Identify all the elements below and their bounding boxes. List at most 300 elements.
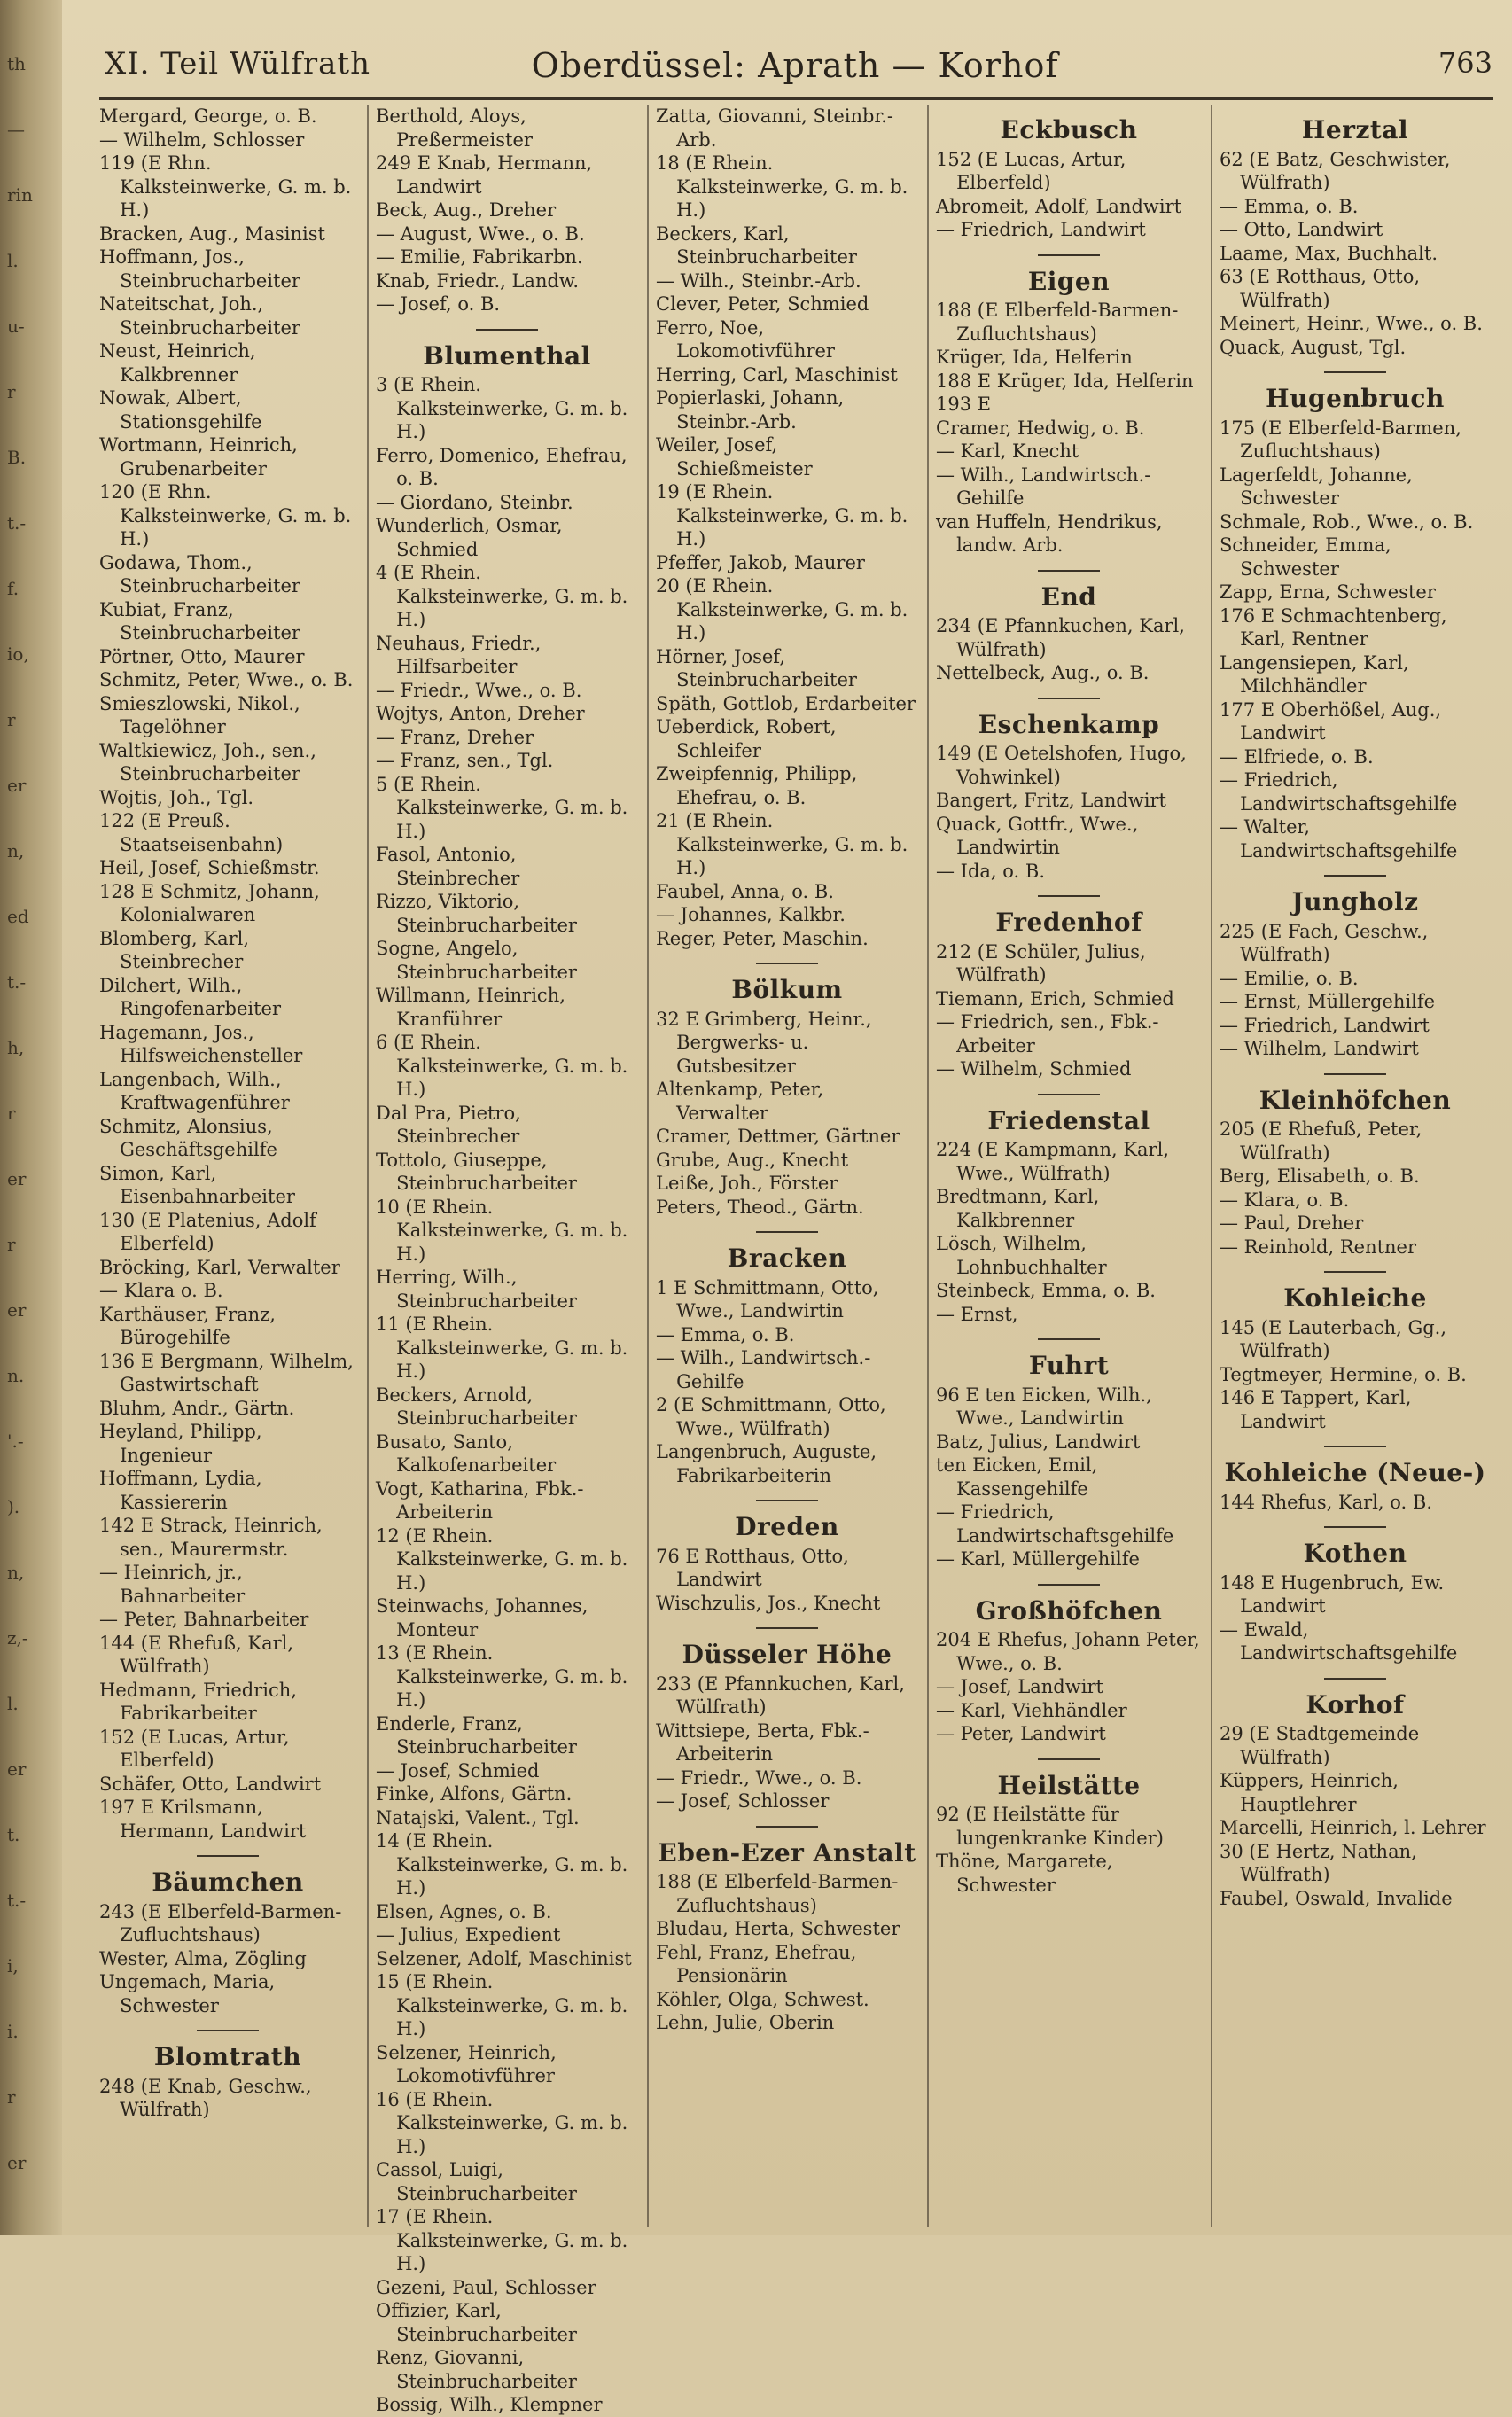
resident-entry: 1 E Schmittmann, Otto, Wwe., Landwirtin	[656, 1276, 879, 1322]
resident-entry: 146 E Tappert, Karl, Landwirt	[1220, 1387, 1412, 1432]
resident-entry: 30 (E Hertz, Nathan, Wülfrath)	[1220, 1840, 1417, 1885]
gutter-fragment: l.	[7, 250, 19, 271]
gutter-fragment: t.-	[7, 971, 27, 993]
section-separator	[756, 1231, 818, 1233]
locality-heading: Dreden	[735, 1512, 839, 1541]
resident-entry: 17 (E Rhein. Kalksteinwerke, G. m. b. H.)	[376, 2206, 628, 2274]
resident-entry: — Karl, Müllergehilfe	[936, 1548, 1140, 1570]
page-header	[97, 46, 1493, 96]
resident-entry: 76 E Rotthaus, Otto, Landwirt	[656, 1545, 849, 1590]
resident-entry: Tiemann, Erich, Schmied	[936, 987, 1174, 1010]
resident-entry: Wester, Alma, Zögling	[99, 1947, 307, 1969]
locality-heading: Eigen	[1027, 266, 1111, 296]
gutter-fragment: rin	[7, 184, 33, 206]
resident-entry: 248 (E Knab, Geschw., Wülfrath)	[99, 2075, 312, 2120]
resident-entry: — Josef, Landwirt	[936, 1676, 1103, 1697]
resident-entry: 15 (E Rhein. Kalksteinwerke, G. m. b. H.)	[376, 1971, 628, 2039]
gutter-fragment: B.	[7, 447, 27, 468]
resident-entry: Späth, Gottlob, Erdarbeiter	[656, 692, 916, 714]
resident-entry: 63 (E Rotthaus, Otto, Wülfrath)	[1220, 266, 1421, 311]
resident-entry: 92 (E Heilstätte für lungenkranke Kinder)	[936, 1804, 1164, 1849]
section-separator	[1324, 371, 1386, 373]
resident-entry: Herring, Wilh., Steinbrucharbeiter	[376, 1267, 577, 1312]
resident-entry: Ungemach, Maria, Schwester	[99, 1971, 276, 2016]
gutter-fragment: er	[7, 1299, 27, 1321]
resident-entry: Marcelli, Heinrich, l. Lehrer	[1220, 1817, 1486, 1838]
resident-entry: Offizier, Karl, Steinbrucharbeiter	[376, 2300, 577, 2345]
resident-entry: 204 E Rhefus, Johann Peter, Wwe., o. B.	[936, 1629, 1200, 1674]
resident-entry: van Huffeln, Hendrikus, landw. Arb.	[936, 511, 1163, 556]
resident-entry: 16 (E Rhein. Kalksteinwerke, G. m. b. H.)	[376, 2088, 628, 2157]
resident-entry: — Friedrich, Landwirt	[936, 219, 1146, 240]
resident-entry: 145 (E Lauterbach, Gg., Wülfrath)	[1220, 1316, 1447, 1361]
resident-entry: Herring, Carl, Maschinist	[656, 363, 898, 386]
resident-entry: Bludau, Herta, Schwester	[656, 1918, 900, 1939]
resident-entry: Köhler, Olga, Schwest.	[656, 1988, 869, 2010]
gutter-fragment: r	[7, 381, 16, 402]
resident-entry: Steinbeck, Emma, o. B.	[936, 1280, 1156, 1301]
gutter-fragment: n,	[7, 1562, 25, 1583]
locality-heading: Fredenhof	[995, 908, 1142, 937]
resident-entry: Natajski, Valent., Tgl.	[376, 1806, 580, 1828]
resident-entry: Popierlaski, Johann, Steinbr.-Arb.	[656, 387, 845, 433]
resident-entry: Renz, Giovanni, Steinbrucharbeiter	[376, 2347, 577, 2392]
resident-entry: Langenbach, Wilh., Kraftwagenführer	[99, 1068, 290, 1113]
resident-entry: Blomberg, Karl, Steinbrecher	[99, 927, 250, 972]
gutter-fragment: r	[7, 1234, 16, 1255]
resident-entry: Steinwachs, Johannes, Monteur	[376, 1595, 588, 1641]
locality-heading: Blomtrath	[153, 2042, 302, 2071]
resident-entry: 188 E Krüger, Ida, Helferin	[936, 370, 1194, 392]
resident-entry: Hoffmann, Jos., Steinbrucharbeiter	[99, 246, 300, 292]
resident-entry: — Paul, Dreher	[1220, 1212, 1364, 1234]
column-divider	[1211, 105, 1212, 2227]
resident-entry: Karthäuser, Franz, Bürogehilfe	[99, 1303, 276, 1348]
resident-entry: Schmitz, Peter, Wwe., o. B.	[99, 669, 354, 690]
locality-heading: Bracken	[727, 1244, 847, 1273]
resident-entry: — Peter, Bahnarbeiter	[99, 1609, 309, 1630]
resident-entry: Clever, Peter, Schmied	[656, 293, 869, 315]
gutter-fragment: z,-	[7, 1627, 28, 1649]
gutter-fragment: '.-	[7, 1431, 24, 1452]
resident-entry: Knab, Friedr., Landw.	[376, 269, 580, 292]
gutter-fragment: i.	[7, 2021, 19, 2042]
resident-entry: Hagemann, Jos., Hilfsweichensteller	[99, 1021, 303, 1066]
resident-entry: 144 Rhefus, Karl, o. B.	[1220, 1491, 1432, 1513]
resident-entry: Langenbruch, Auguste, Fabrikarbeiterin	[656, 1441, 877, 1486]
resident-entry: Ferro, Noe, Lokomotivführer	[656, 316, 835, 362]
resident-entry: Wischzulis, Jos., Knecht	[656, 1592, 881, 1614]
resident-entry: Altenkamp, Peter, Verwalter	[656, 1079, 824, 1124]
locality-heading: Herztal	[1301, 115, 1409, 144]
resident-entry: Bossig, Wilh., Klempner	[376, 2394, 603, 2415]
resident-entry: — August, Wwe., o. B.	[376, 222, 585, 245]
resident-entry: 120 (E Rhn. Kalksteinwerke, G. m. b. H.)	[99, 481, 352, 550]
locality-heading: Heilstätte	[997, 1770, 1141, 1800]
column-divider	[367, 105, 369, 2227]
locality-heading: Blumenthal	[423, 340, 591, 370]
resident-entry: — Klara o. B.	[99, 1280, 223, 1301]
resident-entry: 3 (E Rhein. Kalksteinwerke, G. m. b. H.)	[376, 374, 628, 442]
resident-entry: Cramer, Hedwig, o. B.	[936, 417, 1145, 439]
resident-entry: — Giordano, Steinbr.	[376, 491, 573, 513]
resident-entry: 243 (E Elberfeld-Barmen-Zufluchtshaus)	[99, 1900, 342, 1945]
resident-entry: Reger, Peter, Maschin.	[656, 927, 869, 949]
section-separator	[1324, 1073, 1386, 1075]
resident-entry: 224 (E Kampmann, Karl, Wwe., Wülfrath)	[936, 1139, 1169, 1184]
resident-entry: Godawa, Thom., Steinbrucharbeiter	[99, 551, 300, 596]
resident-entry: Bluhm, Andr., Gärtn.	[99, 1397, 295, 1419]
gutter-fragment: er	[7, 1168, 27, 1189]
resident-entry: Waltkiewicz, Joh., sen., Steinbrucharbeiter	[99, 739, 316, 784]
resident-entry: Dilchert, Wilh., Ringofenarbeiter	[99, 974, 282, 1019]
resident-entry: Schneider, Emma, Schwester	[1220, 534, 1391, 580]
column-divider	[927, 105, 929, 2227]
gutter-fragment: er	[7, 1758, 27, 1780]
resident-entry: 249 E Knab, Hermann, Landwirt	[376, 152, 593, 198]
resident-entry: Schäfer, Otto, Landwirt	[99, 1773, 322, 1795]
resident-entry: Selzener, Adolf, Maschinist	[376, 1947, 632, 1969]
resident-entry: Weiler, Josef, Schießmeister	[656, 434, 813, 480]
resident-entry: Schmale, Rob., Wwe., o. B.	[1220, 511, 1474, 533]
section-separator	[1038, 570, 1100, 572]
resident-entry: Wittsiepe, Berta, Fbk.-Arbeiterin	[656, 1719, 869, 1765]
resident-entry: 233 (E Pfannkuchen, Karl, Wülfrath)	[656, 1672, 905, 1718]
resident-entry: Beckers, Karl, Steinbrucharbeiter	[656, 222, 857, 268]
resident-entry: 10 (E Rhein. Kalksteinwerke, G. m. b. H.)	[376, 1196, 628, 1265]
header-locality-range: Oberdüssel: Aprath — Korhof	[531, 46, 1059, 85]
resident-entry: Faubel, Oswald, Invalide	[1220, 1887, 1453, 1909]
resident-entry: Nettelbeck, Aug., o. B.	[936, 662, 1150, 683]
resident-entry: 29 (E Stadtgemeinde Wülfrath)	[1220, 1723, 1420, 1768]
resident-entry: Lösch, Wilhelm, Lohnbuchhalter	[936, 1233, 1107, 1278]
locality-heading: Kothen	[1303, 1539, 1407, 1568]
resident-entry: 2 (E Schmittmann, Otto, Wwe., Wülfrath)	[656, 1394, 886, 1439]
resident-entry: 144 (E Rhefuß, Karl, Wülfrath)	[99, 1632, 294, 1677]
section-separator	[1038, 1094, 1100, 1095]
gutter-fragment: er	[7, 2152, 27, 2173]
resident-entry: Selzener, Heinrich, Lokomotivführer	[376, 2041, 557, 2086]
locality-heading: Eben-Ezer Anstalt	[658, 1837, 916, 1867]
resident-entry: Grube, Aug., Knecht	[656, 1149, 849, 1171]
header-section-title: XI. Teil Wülfrath	[105, 46, 370, 82]
resident-entry: Laame, Max, Buchhalt.	[1220, 242, 1438, 264]
gutter-fragment: i,	[7, 1955, 19, 1976]
resident-entry: 4 (E Rhein. Kalksteinwerke, G. m. b. H.)	[376, 562, 628, 630]
gutter-fragment: r	[7, 1103, 16, 1124]
resident-entry: 193 E	[936, 394, 992, 415]
column-divider	[647, 105, 649, 2227]
resident-entry: — Otto, Landwirt	[1220, 219, 1383, 240]
resident-entry: 176 E Schmachtenberg, Karl, Rentner	[1220, 604, 1447, 650]
resident-entry: Vogt, Katharina, Fbk.-Arbeiterin	[376, 1477, 584, 1523]
section-separator	[1324, 1446, 1386, 1447]
resident-entry: Smieszlowski, Nikol., Tagelöhner	[99, 692, 300, 737]
column-2	[376, 105, 638, 2415]
resident-entry: Fasol, Antonio, Steinbrecher	[376, 844, 520, 889]
page-number: 763	[1438, 46, 1493, 80]
resident-entry: Berg, Elisabeth, o. B.	[1220, 1166, 1420, 1187]
resident-entry: Wortmann, Heinrich, Grubenarbeiter	[99, 434, 298, 480]
resident-entry: 6 (E Rhein. Kalksteinwerke, G. m. b. H.)	[376, 1032, 628, 1100]
resident-entry: 122 (E Preuß. Staatseisenbahn)	[99, 810, 284, 855]
resident-entry: 5 (E Rhein. Kalksteinwerke, G. m. b. H.)	[376, 773, 628, 842]
resident-entry: 62 (E Batz, Geschwister, Wülfrath)	[1220, 148, 1451, 193]
resident-entry: — Peter, Landwirt	[936, 1723, 1106, 1744]
locality-heading: Fuhrt	[1028, 1351, 1110, 1380]
gutter-fragment: r	[7, 709, 16, 730]
resident-entry: — Emma, o. B.	[1220, 195, 1359, 217]
locality-heading: Kohleiche	[1283, 1283, 1427, 1313]
resident-entry: 11 (E Rhein. Kalksteinwerke, G. m. b. H.)	[376, 1314, 628, 1382]
resident-entry: — Ewald, Landwirtschaftsgehilfe	[1220, 1618, 1458, 1664]
resident-entry: — Josef, Schlosser	[656, 1790, 830, 1812]
section-separator	[756, 963, 818, 964]
resident-entry: Wojtis, Joh., Tgl.	[99, 786, 254, 808]
resident-entry: Gezeni, Paul, Schlosser	[376, 2276, 596, 2298]
resident-entry: Pfeffer, Jakob, Maurer	[656, 551, 865, 573]
resident-entry: Peters, Theod., Gärtn.	[656, 1196, 864, 1218]
resident-entry: Meinert, Heinr., Wwe., o. B.	[1220, 313, 1483, 334]
resident-entry: Cramer, Dettmer, Gärtner	[656, 1126, 900, 1147]
resident-entry: Cassol, Luigi, Steinbrucharbeiter	[376, 2159, 577, 2204]
gutter-fragment: u-	[7, 316, 25, 337]
resident-entry: — Emma, o. B.	[656, 1323, 795, 1345]
resident-entry: — Emilie, o. B.	[1220, 967, 1359, 989]
locality-heading: Eckbusch	[1000, 115, 1138, 144]
resident-entry: 149 (E Oetelshofen, Hugo, Vohwinkel)	[936, 743, 1187, 788]
resident-entry: Quack, August, Tgl.	[1220, 336, 1407, 358]
resident-entry: 20 (E Rhein. Kalksteinwerke, G. m. b. H.)	[656, 575, 908, 643]
section-separator	[1324, 1678, 1386, 1680]
resident-entry: Busato, Santo, Kalkofenarbeiter	[376, 1431, 557, 1476]
resident-entry: — Karl, Knecht	[936, 441, 1079, 462]
resident-entry: 188 (E Elberfeld-Barmen-Zufluchtshaus)	[936, 300, 1179, 345]
resident-entry: Langensiepen, Karl, Milchhändler	[1220, 651, 1409, 697]
resident-entry: — Julius, Expedient	[376, 1924, 561, 1945]
resident-entry: — Friedr., Wwe., o. B.	[656, 1766, 862, 1789]
resident-entry: Kubiat, Franz, Steinbrucharbeiter	[99, 598, 300, 643]
resident-entry: Bracken, Aug., Masinist	[99, 222, 325, 245]
resident-entry: 119 (E Rhn. Kalksteinwerke, G. m. b. H.)	[99, 152, 352, 221]
resident-entry: Küppers, Heinrich, Hauptlehrer	[1220, 1770, 1399, 1815]
adjacent-page-gutter	[0, 0, 62, 2235]
resident-entry: Simon, Karl, Eisenbahnarbeiter	[99, 1162, 295, 1207]
resident-entry: 19 (E Rhein. Kalksteinwerke, G. m. b. H.)	[656, 481, 908, 550]
resident-entry: — Heinrich, jr., Bahnarbeiter	[99, 1562, 246, 1607]
resident-entry: Zatta, Giovanni, Steinbr.-Arb.	[656, 105, 893, 151]
gutter-fragment: r	[7, 2086, 16, 2108]
resident-entry: Lehn, Julie, Oberin	[656, 2012, 835, 2033]
section-separator	[1324, 875, 1386, 877]
resident-entry: Leiße, Joh., Förster	[656, 1173, 838, 1194]
section-separator	[476, 329, 538, 331]
gutter-fragment: h,	[7, 1037, 25, 1058]
gutter-fragment: n.	[7, 1365, 25, 1386]
gutter-fragment: ).	[7, 1496, 20, 1517]
section-separator	[197, 2030, 259, 2031]
resident-entry: Tottolo, Giuseppe, Steinbrucharbeiter	[376, 1149, 577, 1194]
locality-heading: Friedenstal	[987, 1105, 1150, 1135]
resident-entry: 142 E Strack, Heinrich, sen., Maurermstr.	[99, 1515, 323, 1560]
locality-heading: Korhof	[1305, 1689, 1405, 1719]
locality-heading: Hugenbruch	[1266, 384, 1445, 413]
resident-entry: 188 (E Elberfeld-Barmen-Zufluchtshaus)	[656, 1871, 899, 1916]
column-1	[99, 105, 356, 2227]
locality-heading: Eschenkamp	[978, 709, 1160, 739]
resident-entry: Berthold, Aloys, Preßermeister	[376, 105, 533, 151]
resident-entry: Wunderlich, Osmar, Schmied	[376, 515, 563, 560]
resident-entry: 212 (E Schüler, Julius, Wülfrath)	[936, 940, 1146, 986]
column-5	[1220, 105, 1491, 2227]
resident-entry: 21 (E Rhein. Kalksteinwerke, G. m. b. H.)	[656, 810, 908, 878]
resident-entry: — Wilh., Landwirtsch.-Gehilfe	[936, 464, 1151, 509]
header-rule	[99, 97, 1493, 100]
gutter-fragment: n,	[7, 840, 25, 862]
resident-entry: 14 (E Rhein. Kalksteinwerke, G. m. b. H.)	[376, 1830, 628, 1899]
gutter-fragment: er	[7, 775, 27, 796]
gutter-fragment: io,	[7, 643, 29, 665]
resident-entry: 13 (E Rhein. Kalksteinwerke, G. m. b. H.)	[376, 1642, 628, 1711]
resident-entry: Dal Pra, Pietro, Steinbrecher	[376, 1102, 521, 1147]
resident-entry: Willmann, Heinrich, Kranführer	[376, 985, 565, 1030]
locality-heading: Jungholz	[1291, 887, 1419, 916]
locality-heading: Großhöfchen	[975, 1595, 1163, 1626]
resident-entry: 225 (E Fach, Geschw., Wülfrath)	[1220, 920, 1429, 965]
resident-entry: Zweipfennig, Philipp, Ehefrau, o. B.	[656, 763, 858, 808]
resident-entry: 177 E Oberhößel, Aug., Landwirt	[1220, 698, 1442, 744]
gutter-fragment: t.-	[7, 1890, 27, 1911]
resident-entry: Fehl, Franz, Ehefrau, Pensionärin	[656, 1941, 857, 1986]
locality-heading: Kleinhöfchen	[1259, 1085, 1452, 1115]
resident-entry: Bredtmann, Karl, Kalkbrenner	[936, 1186, 1100, 1231]
resident-entry: — Ernst,	[936, 1303, 1018, 1325]
resident-entry: 234 (E Pfannkuchen, Karl, Wülfrath)	[936, 615, 1185, 660]
resident-entry: 96 E ten Eicken, Wilh., Wwe., Landwirtin	[936, 1384, 1152, 1429]
gutter-fragment: th	[7, 53, 26, 74]
resident-entry: 205 (E Rhefuß, Peter, Wülfrath)	[1220, 1119, 1422, 1164]
resident-entry: Faubel, Anna, o. B.	[656, 880, 834, 902]
resident-entry: 175 (E Elberfeld-Barmen, Zufluchtshaus)	[1220, 417, 1461, 462]
resident-entry: Thöne, Margarete, Schwester	[936, 1851, 1113, 1896]
resident-entry: Quack, Gottfr., Wwe., Landwirtin	[936, 813, 1139, 858]
resident-entry: — Franz, sen., Tgl.	[376, 750, 554, 771]
section-separator	[1038, 895, 1100, 897]
resident-entry: — Wilhelm, Landwirt	[1220, 1038, 1419, 1059]
section-separator	[1324, 1271, 1386, 1273]
resident-entry: Hedmann, Friedrich, Fabrikarbeiter	[99, 1679, 297, 1724]
locality-heading: Düsseler Höhe	[682, 1640, 892, 1669]
resident-entry: — Friedr., Wwe., o. B.	[376, 679, 582, 701]
resident-entry: Enderle, Franz, Steinbrucharbeiter	[376, 1712, 577, 1758]
resident-entry: Batz, Julius, Landwirt	[936, 1431, 1141, 1453]
resident-entry: Zapp, Erna, Schwester	[1220, 581, 1436, 603]
gutter-fragment: —	[7, 119, 25, 140]
resident-entry: — Friedrich, Landwirt	[1220, 1014, 1430, 1036]
resident-entry: Bröcking, Karl, Verwalter	[99, 1256, 340, 1278]
resident-entry: — Ida, o. B.	[936, 860, 1046, 882]
resident-entry: Mergard, George, o. B.	[99, 105, 317, 127]
resident-entry: Krüger, Ida, Helferin	[936, 347, 1133, 368]
resident-entry: Ueberdick, Robert, Schleifer	[656, 716, 837, 761]
resident-entry: Hörner, Josef, Steinbrucharbeiter	[656, 645, 857, 690]
resident-entry: — Friedrich, Landwirtschaftsgehilfe	[1220, 769, 1458, 815]
section-separator	[756, 1627, 818, 1629]
resident-entry: Neust, Heinrich, Kalkbrenner	[99, 340, 256, 386]
section-separator	[1324, 1526, 1386, 1528]
resident-entry: — Wilh., Landwirtsch.-Gehilfe	[656, 1347, 871, 1392]
gutter-fragment: t.	[7, 1824, 20, 1845]
resident-entry: — Franz, Dreher	[376, 726, 534, 748]
section-separator	[1038, 698, 1100, 699]
resident-entry: Bangert, Fritz, Landwirt	[936, 790, 1166, 811]
resident-entry: 197 E Krilsmann, Hermann, Landwirt	[99, 1797, 307, 1842]
resident-entry: — Reinhold, Rentner	[1220, 1236, 1417, 1258]
section-separator	[756, 1826, 818, 1828]
resident-entry: Wojtys, Anton, Dreher	[376, 703, 585, 724]
locality-heading: Bäumchen	[152, 1867, 304, 1897]
resident-entry: Tegtmeyer, Hermine, o. B.	[1220, 1363, 1467, 1385]
resident-entry: — Wilhelm, Schlosser	[99, 129, 305, 151]
column-3	[656, 105, 918, 2227]
locality-heading: Kohleiche (Neue-)	[1224, 1458, 1486, 1487]
resident-entry: Nowak, Albert, Stationsgehilfe	[99, 387, 262, 433]
resident-entry: Beck, Aug., Dreher	[376, 199, 557, 221]
section-separator	[756, 1500, 818, 1501]
resident-entry: Schmitz, Alonsius, Geschäftsgehilfe	[99, 1115, 277, 1160]
resident-entry: 128 E Schmitz, Johann, Kolonialwaren	[99, 880, 320, 925]
section-separator	[1038, 1758, 1100, 1760]
section-separator	[1038, 1584, 1100, 1586]
resident-entry: Lagerfeldt, Johanne, Schwester	[1220, 464, 1413, 509]
resident-entry: — Wilhelm, Schmied	[936, 1058, 1132, 1080]
resident-entry: — Friedrich, Landwirtschaftsgehilfe	[936, 1501, 1174, 1547]
resident-entry: Abromeit, Adolf, Landwirt	[936, 195, 1182, 217]
resident-entry: — Walter, Landwirtschaftsgehilfe	[1220, 816, 1458, 862]
resident-entry: — Johannes, Kalkbr.	[656, 904, 846, 925]
section-separator	[1038, 254, 1100, 256]
resident-entry: — Josef, o. B.	[376, 293, 501, 315]
resident-entry: Elsen, Agnes, o. B.	[376, 1900, 552, 1922]
resident-entry: ten Eicken, Emil, Kassengehilfe	[936, 1454, 1098, 1500]
section-separator	[197, 1855, 259, 1857]
resident-entry: Finke, Alfons, Gärtn.	[376, 1783, 573, 1805]
resident-entry: — Josef, Schmied	[376, 1759, 540, 1782]
locality-heading: Bölkum	[731, 975, 843, 1004]
resident-entry: Neuhaus, Friedr., Hilfsarbeiter	[376, 632, 542, 677]
resident-entry: 148 E Hugenbruch, Ew. Landwirt	[1220, 1571, 1445, 1617]
resident-entry: Heil, Josef, Schießmstr.	[99, 857, 320, 878]
gutter-fragment: f.	[7, 578, 19, 599]
locality-heading: End	[1040, 581, 1097, 612]
resident-entry: 130 (E Platenius, Adolf Elberfeld)	[99, 1209, 316, 1254]
resident-entry: — Klara, o. B.	[1220, 1189, 1350, 1211]
resident-entry: 136 E Bergmann, Wilhelm, Gastwirtschaft	[99, 1350, 354, 1395]
resident-entry: Hoffmann, Lydia, Kassiererin	[99, 1468, 262, 1513]
resident-entry: Beckers, Arnold, Steinbrucharbeiter	[376, 1384, 577, 1429]
resident-entry: — Ernst, Müllergehilfe	[1220, 991, 1436, 1012]
resident-entry: Pörtner, Otto, Maurer	[99, 645, 305, 667]
column-4	[936, 105, 1202, 2227]
resident-entry: — Elfriede, o. B.	[1220, 745, 1374, 768]
resident-entry: Sogne, Angelo, Steinbrucharbeiter	[376, 938, 577, 983]
gutter-fragment: t.-	[7, 512, 27, 534]
resident-entry: Nateitschat, Joh., Steinbrucharbeiter	[99, 293, 300, 339]
resident-entry: Ferro, Domenico, Ehefrau, o. B.	[376, 444, 627, 489]
resident-entry: Rizzo, Viktorio, Steinbrucharbeiter	[376, 891, 577, 936]
resident-entry: — Wilh., Steinbr.-Arb.	[656, 269, 861, 292]
gutter-fragment: ed	[7, 906, 29, 927]
